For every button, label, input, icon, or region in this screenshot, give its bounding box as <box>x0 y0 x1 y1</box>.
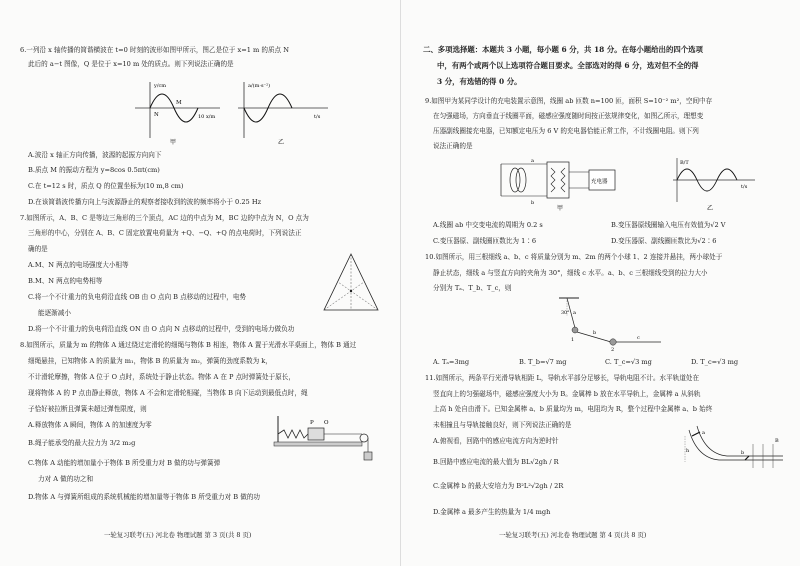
q7-option-d: D.将一个不计重力的负电荷沿直线 ON 由 O 点向 N 点移动的过程中，受到的电场力做负功 <box>28 325 295 333</box>
q10-option-d: D. T_c=√3 mg <box>691 358 739 366</box>
q9-option-b: B.变压器原线圈输入电压有效值为√2 V <box>611 221 726 229</box>
q11-fig-label-a: a <box>702 430 705 436</box>
q6-accel-figure-yi <box>228 78 338 148</box>
q8-stem-line3: 不计滑轮摩擦，物体 A 位于 O 点时，系统处于静止状态。物体 A 在 P 点时弹簧处于原长， <box>28 373 295 381</box>
q8-stem-line2: 细绳悬挂，已知物体 A 的质量为 m₁，物体 B 的质量为 m₂，弹簧的劲度系数为 k， <box>28 357 272 365</box>
q6-option-a: A.波沿 x 轴正方向传播，波源的起振方向向下 <box>28 151 162 159</box>
q11-fig-label-b: b <box>741 450 745 456</box>
q8-option-b: B.绳子能承受的最大拉力为 3/2 m₂g <box>28 439 136 447</box>
q6-jia-M: M <box>176 100 182 106</box>
q7-stem-line1: 7.如图所示，A、B、C 是等边三角形的三个顶点，AC 边的中点为 M，BC 边的中点为 N，O 点为 <box>20 214 309 222</box>
q9-option-d: D.变压器原、副线圈匝数比为√2∶6 <box>611 237 717 245</box>
q11-stem-line3: 上高 h 处自由滑下。已知金属棒 a、b 质量均为 m，电阻均为 R，整个过程中金属棒 a、b 始终 <box>433 405 713 413</box>
q9-stem-line4: 说法正确的是 <box>433 142 473 150</box>
q7-triangle-figure <box>316 248 386 320</box>
q11-option-b: B.回路中感应电流的最大值为 BL√2gh / R <box>433 458 559 466</box>
q10-stem-line1: 10.如图所示，用三根细线 a、b、c 将质量分别为 m、2m 的两个小球 1、2 连接并悬挂，两小球处于 <box>425 253 723 261</box>
q10-fig-label-2: 2 <box>611 347 615 352</box>
q11-rail-figure <box>683 422 789 474</box>
q11-stem-line2: 竖直向上的匀强磁场中，磁感应强度大小为 B。金属棒 b 放在水平导轨上，金属棒 a 从斜轨 <box>433 390 701 398</box>
q8-stem-line1: 8.如图所示，质量为 m 的物体 A 通过绕过定滑轮的细绳与物体 B 相连，物体 A 置于光滑水平桌面上，物体 B 通过 <box>20 341 357 349</box>
q10-hanging-balls-figure <box>549 294 669 352</box>
q10-stem-line2: 静止状态，细线 a 与竖直方向的夹角为 30°，细线 c 水平。a、b、c 三根细线受到的拉力大小 <box>433 269 708 277</box>
q7-stem-line3: 确的是 <box>28 245 48 253</box>
q7-option-c-line2: 能逐渐减小 <box>38 309 71 317</box>
q6-stem-line2: 此后的 a−t 图像，Q 是位于 x=10 m 处的质点。则下列说法正确的是 <box>28 60 234 68</box>
q8-stem-line5: 子恰好被拉断且弹簧未超过弹性限度，则 <box>28 405 147 413</box>
q8-option-d: D.物体 A 与弹簧所组成的系统机械能的增加量等于物体 B 所受重力对 B 做的功 <box>28 493 260 501</box>
q8-fig-label-o: O <box>324 420 329 426</box>
q10-option-b: B. T_b=√7 mg <box>519 358 567 366</box>
q6-jia-ylabel: y/cm <box>154 83 167 89</box>
q10-fig-label-a: a <box>573 310 576 316</box>
q10-fig-label-c: c <box>637 335 640 341</box>
q11-option-a: A.俯视看，回路中的感应电流方向为逆时针 <box>433 437 559 445</box>
right-page-footer: 一轮复习联考(五) 河北卷 物理试题 第 4 页(共 8 页) <box>499 531 647 539</box>
q9-fig-label-b: b <box>531 200 535 206</box>
q9-jia-caption: 甲 <box>557 205 564 212</box>
section-header-line3: 3 分，有选错的得 0 分。 <box>437 77 522 86</box>
q6-option-b: B.质点 M 的振动方程为 y=8cos 0.5πt(cm) <box>28 166 160 174</box>
q9-option-c: C.变压器原、副线圈匝数比为 1∶6 <box>433 237 537 245</box>
q8-fig-label-p: P <box>310 420 314 426</box>
q7-option-a: A.M、N 两点的电场强度大小相等 <box>28 261 129 269</box>
q6-yi-xlabel: t/s <box>314 114 321 120</box>
q7-stem-line2: 三角形的中心，分别在 A、B、C 固定放置电荷量为 +Q、−Q、+Q 的点电荷时，下列说法正 <box>28 229 302 237</box>
q11-fig-label-h: h <box>686 448 690 454</box>
q7-option-c-line1: C.将一个不计重力的负电荷沿直线 OB 由 O 点向 B 点移动的过程中，电势 <box>28 293 247 301</box>
q6-jia-xlabel: 10 x/m <box>198 114 216 120</box>
q11-option-c: C.金属棒 b 的最大安培力为 B²L²√2gh / 2R <box>433 482 564 490</box>
q11-stem-line1: 11.如图所示，两条平行光滑导轨相距 L，导轨水平部分足够长，导轨电阻不计。水平轨道处在 <box>425 374 700 382</box>
q9-stem-line1: 9.如图甲为某同学设计的充电装置示意图，线圈 ab 匝数 n=100 匝，面积 S=10⁻² m²，空间中存 <box>425 97 713 105</box>
q6-option-d: D.在该简谐波传播方向上与波源静止的观察者接收到的波的频率将小于 0.25 Hz <box>28 198 262 206</box>
section-header-line2: 中，有两个或两个以上选项符合题目要求。全部选对的得 6 分，选对但不全的得 <box>437 61 699 70</box>
section-header-line1: 二、多项选择题：本题共 3 小题，每小题 6 分，共 18 分。在每小题给出的四个选项 <box>423 45 703 54</box>
q11-fig-label-B: B <box>775 438 779 444</box>
q9-b-t-graph-figure-yi <box>663 156 763 212</box>
q6-yi-ylabel: a/(m·s⁻²) <box>248 83 271 89</box>
q9-charger-circuit-figure-jia <box>495 156 625 212</box>
q6-wave-figure-jia <box>120 78 230 148</box>
q8-option-c-line1: C.物体 A 动能的增加量小于物体 B 所受重力对 B 做的功与弹簧弹 <box>28 459 221 467</box>
q9-charger-label: 充电器 <box>591 179 608 185</box>
q10-fig-angle: 30° <box>561 311 570 316</box>
q10-option-c: C. T_c=√3 mg <box>605 358 652 366</box>
q9-fig-label-a: a <box>531 158 534 164</box>
q6-option-c: C.在 t=12 s 时，质点 Q 的位置坐标为(10 m,8 cm) <box>28 182 184 190</box>
q10-fig-label-b: b <box>593 330 597 336</box>
q6-jia-N: N <box>154 112 159 118</box>
q6-stem-line1: 6.一列沿 x 轴传播的简谐横波在 t=0 时刻的波形如图甲所示，图乙是位于 x=1 m 的质点 N <box>20 46 290 54</box>
right-page <box>400 0 800 566</box>
q10-stem-line3: 分别为 Tₐ、T_b、T_c，则 <box>433 284 512 292</box>
left-page-footer: 一轮复习联考(五) 河北卷 物理试题 第 3 页(共 8 页) <box>104 531 252 539</box>
q9-yi-xlabel: t/s <box>741 184 748 190</box>
q10-option-a: A. Tₐ=3mg <box>433 358 470 366</box>
q6-yi-caption: 乙 <box>278 139 285 146</box>
q7-option-b: B.M、N 两点的电势相等 <box>28 277 103 285</box>
q8-option-c-line2: 力对 A 做的功之和 <box>38 475 94 483</box>
q9-yi-caption: 乙 <box>707 205 714 212</box>
q9-yi-ylabel: B/T <box>680 160 689 166</box>
q8-stem-line4: 现将物体 A 的 P 点由静止释放，物体 A 不会和定滑轮相碰，当物体 B 向下运动到最低点时，绳 <box>28 389 308 397</box>
q11-option-d: D.金属棒 a 最多产生的热量为 1/4 mgh <box>433 508 551 516</box>
q8-option-a: A.释放物体 A 瞬间，物体 A 的加速度为零 <box>28 421 152 429</box>
q10-fig-label-1: 1 <box>571 337 575 343</box>
q6-jia-caption: 甲 <box>170 139 177 146</box>
q8-spring-pulley-figure <box>268 412 386 468</box>
q9-option-a: A.线圈 ab 中交变电流的周期为 0.2 s <box>433 221 543 229</box>
q11-stem-line4: 未相撞且与导轨接触良好，则下列说法正确的是 <box>433 421 572 429</box>
q9-stem-line3: 压器副线圈接充电器，已知额定电压为 6 V 的充电器恰能正常工作，不计线圈电阻。则下列 <box>433 127 699 135</box>
q9-stem-line2: 在匀强磁场，方向垂直于线圈平面，磁感应强度随时间按正弦规律变化，如图乙所示，理想变 <box>433 112 704 120</box>
